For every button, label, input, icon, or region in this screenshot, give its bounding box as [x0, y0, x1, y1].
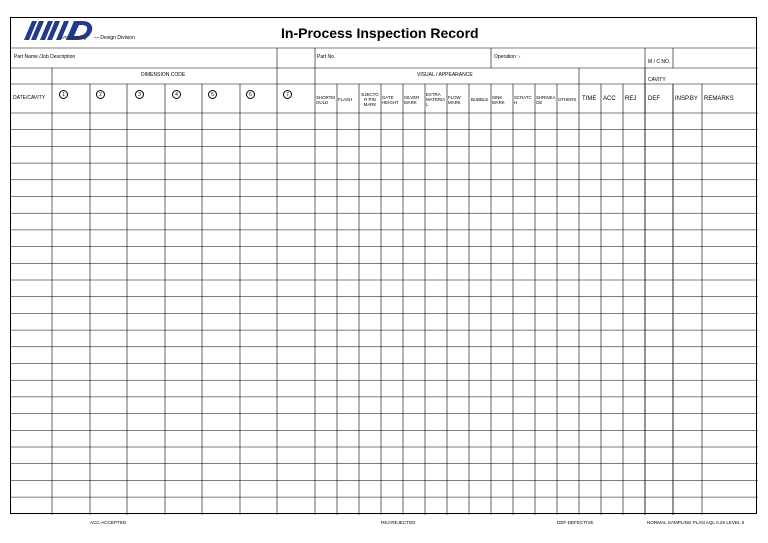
col-insp-by: INSP.BY	[675, 96, 698, 102]
col-shrinkage: SHRINKA GE	[536, 95, 556, 106]
col-extra-material: EXTRA MATERIA L	[426, 92, 445, 108]
page-title: In-Process Inspection Record	[281, 25, 479, 41]
footer-acc: ACC-ACCEPTED	[90, 520, 127, 525]
col-scratch: SCRATC H	[514, 95, 532, 106]
dim-number-1: 1	[59, 90, 68, 99]
col-remarks: REMARKS	[704, 96, 734, 102]
dim-number-6: 6	[246, 90, 255, 99]
division-label: — Design Division	[94, 35, 135, 41]
footer-def: DEF-DEFECTIVE	[557, 520, 594, 525]
part-name-label: Part Name /Job Description	[14, 54, 76, 60]
col-time: TIME	[582, 96, 597, 102]
dim-number-7: 7	[283, 90, 292, 99]
mc-no-label: M / C NO.	[648, 59, 671, 65]
footer-sampling-plan: NORMAL SAMPLING PLAN AQL 0.25 LEVEL II	[647, 520, 745, 525]
col-rej: REJ	[625, 96, 637, 102]
col-sink-mark: SINK MARK	[492, 95, 505, 106]
dimension-code-label: DIMENSION CODE	[141, 72, 186, 78]
col-flow-mark: FLOW MARK	[448, 95, 461, 106]
logo-tagline: Engineering	[60, 35, 87, 41]
col-gate-height: GATE HEIGHT	[382, 95, 399, 106]
col-acc: ACC	[603, 96, 616, 102]
col-def: DEF	[648, 96, 660, 102]
date-cavity-header: DATE/CAVITY	[13, 95, 46, 101]
dim-number-3: 3	[135, 90, 144, 99]
col-bubble: BUBBLE	[471, 97, 489, 102]
col-ejector-pin-mark: EJECTO R PIN MARK	[361, 92, 379, 108]
cavity-label: CAVITY	[648, 77, 666, 83]
dim-number-2: 2	[96, 90, 105, 99]
inspection-form	[10, 17, 757, 514]
operation-label: Operation :-	[494, 54, 521, 60]
col-silver-mark: SILVER MARK	[404, 95, 420, 106]
dim-number-5: 5	[208, 90, 217, 99]
col-flash: FLASH	[338, 97, 353, 102]
form-grid	[11, 18, 758, 515]
dim-number-4: 4	[172, 90, 181, 99]
footer-rej: REJ-REJECTED	[381, 520, 416, 525]
col-others: OTHERS	[558, 97, 577, 102]
part-no-label: Part No.	[317, 54, 336, 60]
visual-appearance-label: VISUAL / APPEARANCE	[417, 72, 473, 78]
col-shortmould: SHORTM OULD	[316, 95, 335, 106]
